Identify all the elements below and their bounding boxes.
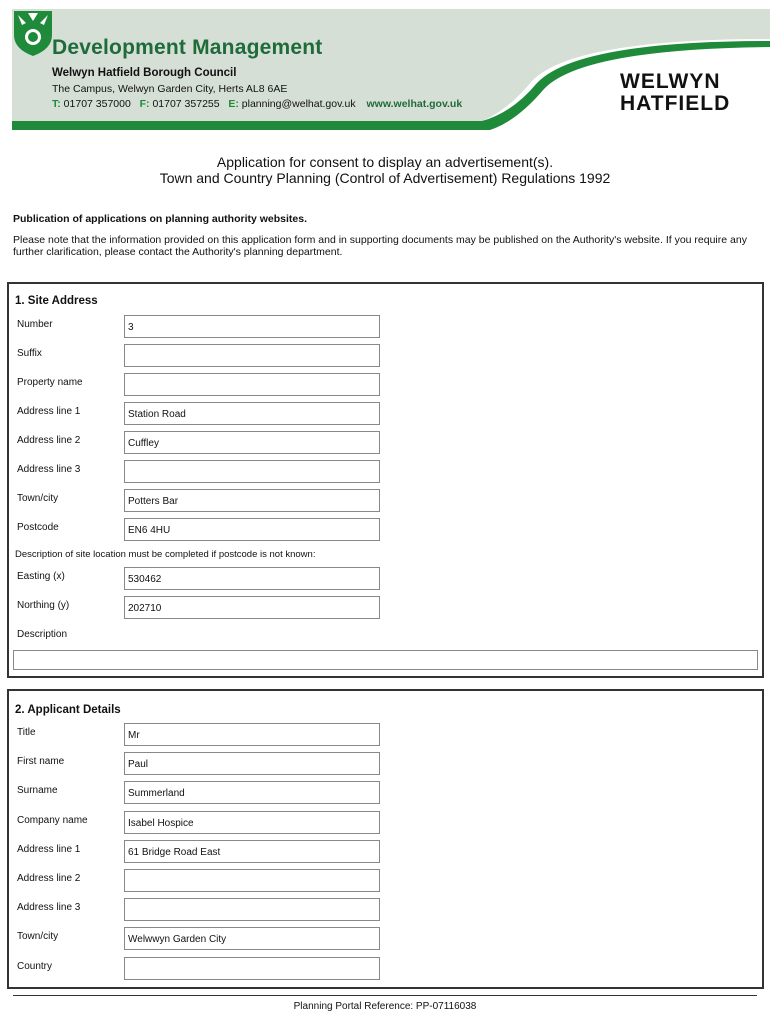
first-name-field[interactable]: Paul: [124, 752, 380, 775]
northing-field[interactable]: 202710: [124, 596, 380, 619]
email-address[interactable]: planning@welhat.gov.uk: [241, 98, 356, 110]
site-address-heading: 1. Site Address: [15, 295, 98, 307]
logo-line-1: WELWYN: [620, 70, 721, 93]
title-field[interactable]: Mr: [124, 723, 380, 746]
postcode-label: Postcode: [17, 522, 59, 533]
suffix-field[interactable]: [124, 344, 380, 367]
applicant-address-line-2-field[interactable]: [124, 869, 380, 892]
council-name: Welwyn Hatfield Borough Council: [52, 67, 237, 79]
tel-number: 01707 357000: [63, 98, 131, 110]
country-field[interactable]: [124, 957, 380, 980]
form-title-line-2: Town and Country Planning (Control of Advertisement) Regulations 1992: [159, 170, 611, 186]
title-label: Title: [17, 727, 36, 738]
postcode-field[interactable]: EN6 4HU: [124, 518, 380, 541]
email-label: E:: [228, 98, 239, 110]
crest-logo-icon: [12, 9, 54, 57]
country-label: Country: [17, 961, 53, 972]
applicant-details-heading: 2. Applicant Details: [15, 704, 121, 716]
suffix-label: Suffix: [17, 348, 42, 359]
portal-reference: Planning Portal Reference: PP-07116038: [293, 1001, 477, 1012]
description-label: Description: [17, 629, 68, 640]
site-address-section: [7, 282, 764, 678]
address-line-3-label: Address line 3: [17, 464, 81, 475]
easting-field[interactable]: 530462: [124, 567, 380, 590]
applicant-address-line-1-label: Address line 1: [17, 844, 81, 855]
applicant-address-line-2-label: Address line 2: [17, 873, 81, 884]
logo-line-2: HATFIELD: [620, 92, 731, 115]
number-field[interactable]: 3: [124, 315, 380, 338]
address-line-1-label: Address line 1: [17, 406, 81, 417]
applicant-address-line-3-label: Address line 3: [17, 902, 81, 913]
site-location-note: Description of site location must be completed if postcode is not known:: [15, 549, 316, 560]
address-line-3-field[interactable]: [124, 460, 380, 483]
fax-number: 01707 357255: [152, 98, 220, 110]
property-name-field[interactable]: [124, 373, 380, 396]
property-name-label: Property name: [17, 377, 83, 388]
address-line-2-label: Address line 2: [17, 435, 81, 446]
form-title-line-1: Application for consent to display an advertisement(s).: [216, 154, 554, 170]
applicant-town-city-field[interactable]: Welwwyn Garden City: [124, 927, 380, 950]
first-name-label: First name: [17, 756, 65, 767]
surname-label: Surname: [17, 785, 58, 796]
publication-text: Please note that the information provided on this application form and in supporting documents may be published on the Authority's website. If you require any further clarification, please contact the Authority's planning department.: [13, 234, 747, 258]
council-address: The Campus, Welwyn Garden City, Herts AL8 6AE: [52, 83, 288, 95]
fax-label: F:: [139, 98, 150, 110]
applicant-address-line-1-field[interactable]: 61 Bridge Road East: [124, 840, 380, 863]
form-title: [0, 154, 770, 186]
company-name-field[interactable]: Isabel Hospice: [124, 811, 380, 834]
number-label: Number: [17, 319, 53, 330]
address-line-1-field[interactable]: Station Road: [124, 402, 380, 425]
description-field[interactable]: [13, 650, 758, 670]
applicant-town-city-label: Town/city: [17, 931, 59, 942]
address-line-2-field[interactable]: Cuffley: [124, 431, 380, 454]
easting-label: Easting (x): [17, 571, 65, 582]
footer-divider: [13, 995, 757, 996]
company-name-label: Company name: [17, 815, 88, 826]
applicant-address-line-3-field[interactable]: [124, 898, 380, 921]
tel-label: T:: [52, 98, 61, 110]
applicant-details-section: [7, 689, 764, 989]
publication-heading: Publication of applications on planning authority websites.: [13, 213, 308, 225]
header-banner: [12, 9, 770, 130]
town-city-field[interactable]: Potters Bar: [124, 489, 380, 512]
department-title: Development Management: [52, 36, 323, 59]
website-link[interactable]: www.welhat.gov.uk: [366, 98, 463, 110]
northing-label: Northing (y): [17, 600, 70, 611]
surname-field[interactable]: Summerland: [124, 781, 380, 804]
logo-wordmark: [620, 71, 730, 115]
town-city-label: Town/city: [17, 493, 59, 504]
contact-line: [52, 98, 462, 110]
